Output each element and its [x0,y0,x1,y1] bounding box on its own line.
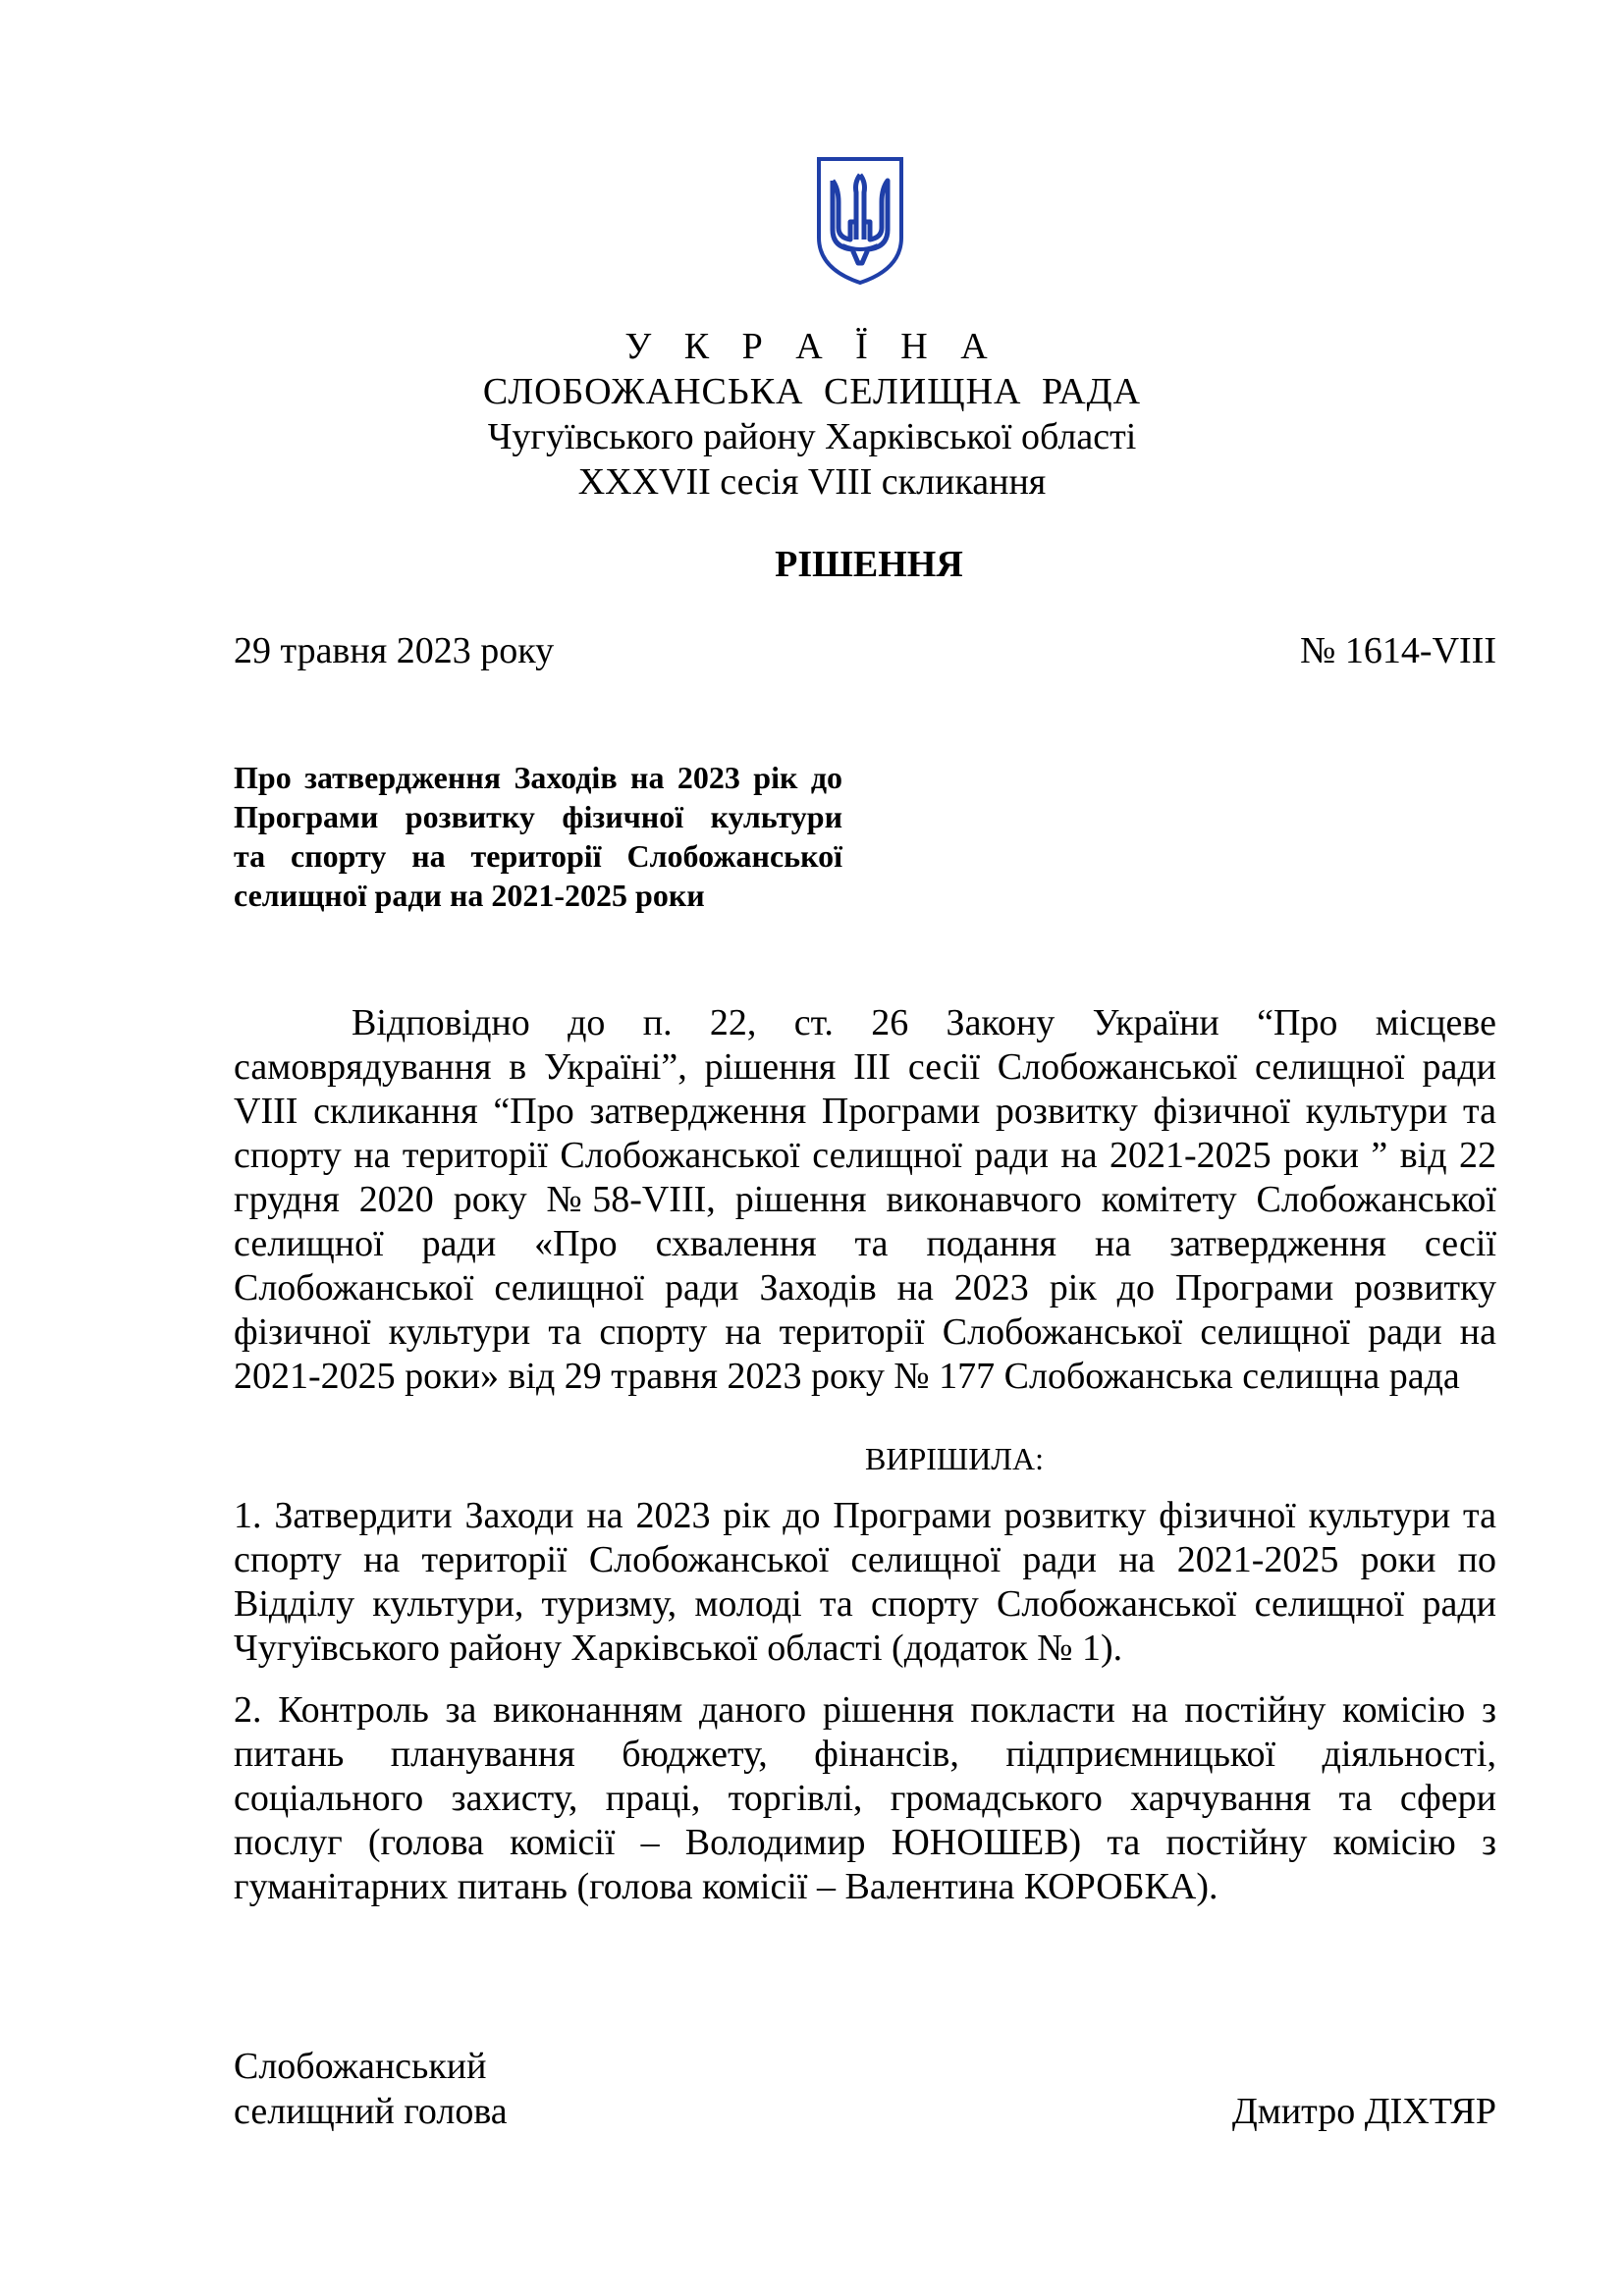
resolved-heading: ВИРІШИЛА: [865,1441,1044,1476]
paragraph-line: фізичної культури та спорту на території Слобожанської селищної ради на [234,1311,1496,1353]
preamble-paragraph [234,1001,1496,1399]
paragraph-line: грудня 2020 року №58-VIII, рішення виконавчого комітету Слобожанської [234,1179,1496,1220]
paragraph-line: питань планування бюджету, фінансів, підприємницької діяльності, [234,1734,1496,1775]
paragraph-line: послуг (голова комісії – Володимир ЮНОШЕВ) та постійну комісію з [234,1822,1496,1863]
paragraph-line: Чугуївського району Харківської області (додаток № 1). [234,1628,1123,1669]
district-name: Чугуївського району Харківської області [487,416,1137,457]
decision-subject [234,758,842,915]
subject-line: Програми розвитку фізичної культури [234,799,842,834]
signatory-title-line-2: селищний голова [234,2091,508,2132]
subject-line: Про затвердження Заходів на 2023 рік до [234,760,842,795]
paragraph-line: гуманітарних питань (голова комісії – Валентина КОРОБКА). [234,1866,1218,1907]
paragraph-line: спорту на території Слобожанської селищної ради на 2021-2025 роки по [234,1539,1496,1580]
signature-block [234,2044,1496,2134]
paragraph-line: VIII скликання “Про затвердження Програми розвитку фізичної культури та [234,1091,1496,1132]
signatory-title-line-1: Слобожанський [234,2046,487,2087]
paragraph-line: 2021-2025 роки» від 29 травня 2023 року № 177 Слобожанська селищна рада [234,1356,1460,1397]
subject-line: та спорту на території Слобожанської [234,838,842,874]
resolution-item-2 [234,1688,1496,1909]
paragraph-line: самоврядування в Україні”, рішення ІІІ сесії Слобожанської селищної ради [234,1046,1496,1088]
paragraph-line: соціального захисту, праці, торгівлі, громадського харчування та сфери [234,1778,1496,1819]
decision-number: № 1614-VIII [1300,630,1496,671]
signatory-name: Дмитро ДІХТЯР [1231,2091,1496,2132]
paragraph-line: 2. Контроль за виконанням даного рішення покласти на постійну комісію з [234,1689,1496,1731]
resolution-item-1 [234,1494,1496,1671]
paragraph-line: Відповідно до п. 22, ст. 26 Закону України “Про місцеве [352,1002,1496,1043]
document-title: РІШЕННЯ [775,544,963,585]
paragraph-line: Відділу культури, туризму, молоді та спорту Слобожанської селищної ради [234,1583,1496,1625]
country-name: У К Р А Ї Н А [624,326,1000,367]
paragraph-line: спорту на території Слобожанської селищної ради на 2021-2025 роки ” від 22 [234,1135,1496,1176]
council-name: СЛОБОЖАНСЬКА СЕЛИЩНА РАДА [482,371,1142,412]
date-number-row [234,628,1496,673]
session-info: XXXVII сесія VIII скликання [577,461,1047,503]
paragraph-line: селищної ради «Про схвалення та подання на затвердження сесії [234,1223,1496,1264]
paragraph-line: Слобожанської селищної ради Заходів на 2023 рік до Програми розвитку [234,1267,1496,1308]
decision-date: 29 травня 2023 року [234,630,555,671]
paragraph-line: 1. Затвердити Заходи на 2023 рік до Програми розвитку фізичної культури та [234,1495,1496,1536]
subject-line: селищної ради на 2021-2025 роки [234,878,705,913]
coat-of-arms-trident-icon [813,153,907,289]
